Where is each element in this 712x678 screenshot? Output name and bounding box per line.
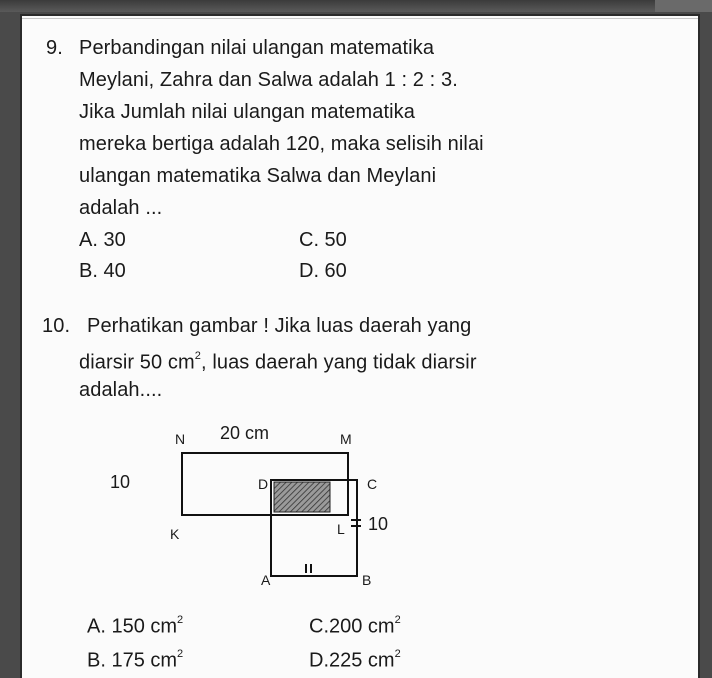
top-bar-tab — [655, 0, 712, 12]
q10-option-a-text: A. 150 cm — [87, 615, 178, 638]
point-m-label: M — [340, 431, 352, 447]
top-bar — [0, 0, 712, 12]
q10-option-c-text: C.200 cm — [309, 615, 395, 638]
right-length-label: 10 — [368, 514, 389, 534]
q10-line-2-sup: 2 — [194, 350, 201, 362]
q10-option-b-text: B. 175 cm — [87, 649, 178, 672]
point-c-label: C — [367, 476, 378, 492]
q10-line-2-post: , luas daerah yang tidak diarsir — [201, 351, 477, 374]
point-a-label: A — [261, 572, 271, 588]
q9-option-c[interactable]: C. 50 — [299, 229, 347, 251]
q9-number: 9. — [46, 37, 63, 59]
q9-line-5: ulangan matematika Salwa dan Meylani — [79, 165, 437, 187]
q10-option-c[interactable] — [309, 610, 401, 639]
q10-option-b[interactable] — [87, 644, 183, 673]
q10-option-a[interactable] — [87, 610, 183, 639]
q9-line-1: Perbandingan nilai ulangan matematika — [79, 37, 435, 59]
left-length-label: 10 — [110, 472, 131, 492]
q10-option-c-sup: 2 — [394, 614, 401, 626]
point-k-label: K — [170, 526, 180, 542]
q10-option-a-sup: 2 — [177, 614, 184, 626]
q10-number: 10. — [42, 315, 71, 337]
point-l-label: L — [337, 521, 345, 537]
q10-option-d-sup: 2 — [394, 648, 401, 660]
point-b-label: B — [362, 572, 372, 588]
point-d-label: D — [258, 476, 269, 492]
q9-line-6: adalah ... — [79, 197, 163, 219]
q10-option-d-text: D.225 cm — [309, 649, 395, 672]
q10-line-1: Perhatikan gambar ! Jika luas daerah yang — [87, 315, 472, 337]
q9-line-2: Meylani, Zahra dan Salwa adalah 1 : 2 : 3. — [79, 69, 458, 91]
q9-option-a[interactable]: A. 30 — [79, 229, 126, 251]
rectangles-figure — [22, 16, 698, 678]
top-length-label: 20 cm — [220, 423, 270, 443]
q10-option-b-sup: 2 — [177, 648, 184, 660]
q9-line-4: mereka bertiga adalah 120, maka selisih nilai — [79, 133, 484, 155]
shaded-region — [274, 482, 330, 512]
q9-option-d[interactable]: D. 60 — [299, 260, 347, 282]
q10-line-3: adalah.... — [79, 379, 163, 401]
point-n-label: N — [175, 431, 186, 447]
question-paper — [20, 14, 700, 678]
q9-line-3: Jika Jumlah nilai ulangan matematika — [79, 101, 415, 123]
q10-line-2-pre: diarsir 50 cm — [79, 351, 195, 374]
q10-option-d[interactable] — [309, 644, 401, 673]
q9-option-b[interactable]: B. 40 — [79, 260, 126, 282]
